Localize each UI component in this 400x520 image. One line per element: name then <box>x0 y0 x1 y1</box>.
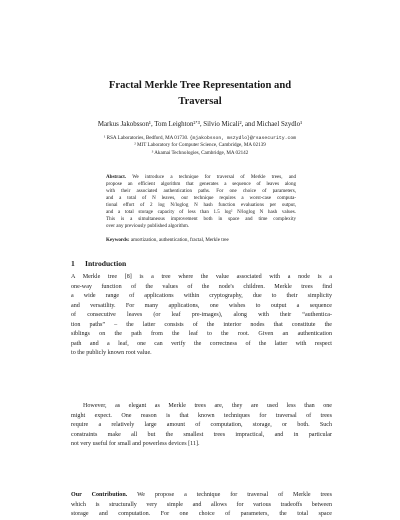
keywords <box>106 237 296 244</box>
paragraph-line: A Merkle tree [8] is a tree where the value associated with a node is a <box>71 274 332 280</box>
abstract-line: tional effort of 2 log N/loglog N hash function evaluations per output, <box>106 202 296 209</box>
section-title: Introduction <box>85 259 127 268</box>
affiliation-akamai: ³ Akamai Technologies, Cambridge, MA 02142 <box>151 149 249 156</box>
paragraph-line: require a relatively large amount of computation, storage, or both. Such <box>71 422 332 429</box>
paragraph-line: siblings on the path from the leaf to the root. Given an authentication <box>71 331 332 338</box>
section-heading <box>71 259 126 268</box>
paragraph-line: might expect. One reason is that known techniques for traversal of trees <box>71 412 332 419</box>
affiliation-rsa-emails: {mjakobsson, mszydlo}@rsasecurity.com <box>189 136 297 141</box>
abstract-line: and a total of N leaves, our technique requires a worst-case computa- <box>106 195 296 202</box>
paragraph-line: constraints make all but the smallest trees impractical, and in particular <box>71 431 332 438</box>
title-line: Fractal Merkle Tree Representation and <box>108 80 292 91</box>
paragraph-line: not very useful for small and powerless devices [11]. <box>71 441 200 448</box>
paragraph-line: one-way function of the values of the node's children. Merkle trees find <box>71 283 332 290</box>
author-list: Markus Jakobsson¹, Tom Leighton²ʼ³, Silvio Micali², and Michael Szydlo¹ <box>97 121 303 128</box>
paragraph-line: path and a leaf, one can verify the correctness of the latter with respect <box>71 340 332 347</box>
abstract-line: and a total storage capacity of less than 1.5 log² N/loglog N hash values. <box>106 209 296 216</box>
paper-title <box>60 78 340 110</box>
paragraph-line: which is structurally very simple and allows for various tradeoffs between <box>71 501 332 508</box>
paragraph-line: tion paths” – the latter consists of the interior nodes that constitute the <box>71 321 332 328</box>
paragraph-line: However, as elegant as Merkle trees are, they are used less than one <box>83 403 332 409</box>
paragraph-line: to the publicly known root value. <box>71 350 152 357</box>
paragraph <box>71 491 332 520</box>
abstract-line <box>106 174 296 181</box>
paragraph-line <box>71 491 332 501</box>
abstract-line: propose an efficient algorithm that generates a sequence of leaves along <box>106 181 296 188</box>
paragraph-line: a wide range of applications within cryptography, due to their simplicity <box>71 293 332 300</box>
abstract-line: This is a simultaneous improvement both in space and time complexity <box>106 216 296 223</box>
paragraph-line: of consecutive leaves (or leaf pre-images), along with their “authentica- <box>71 312 332 319</box>
paragraph-line: storage and computation. For one choice of parameters, the total space <box>71 511 332 518</box>
abstract-text: We introduce a technique for traversal of Merkle trees, and <box>132 174 297 180</box>
abstract-line: over any previously published algorithm. <box>106 223 190 230</box>
keywords-text: amortization, authentication, fractal, Merkle tree <box>130 237 229 243</box>
paragraph <box>71 273 332 359</box>
paragraph <box>71 402 332 450</box>
affiliation-mit: ² MIT Laboratory for Computer Science, Cambridge, MA 02139 <box>134 142 266 149</box>
section-number: 1 <box>71 259 75 268</box>
title-line: Traversal <box>178 96 222 107</box>
paragraph-line: and versatility. For many applications, one wishes to output a sequence <box>71 302 332 309</box>
abstract-line: with their associated authentication paths. For one choice of parameters, <box>106 188 296 195</box>
affiliations <box>40 135 360 157</box>
abstract-label: Abstract. <box>106 174 127 180</box>
keywords-label: Keywords: <box>106 237 130 243</box>
affiliation-rsa-address: ¹ RSA Laboratories, Bedford, MA 01730. <box>103 135 190 141</box>
paragraph-text: We propose a technique for traversal of Merkle trees <box>137 492 332 498</box>
run-in-heading: Our Contribution. <box>71 492 128 498</box>
abstract <box>106 174 296 230</box>
